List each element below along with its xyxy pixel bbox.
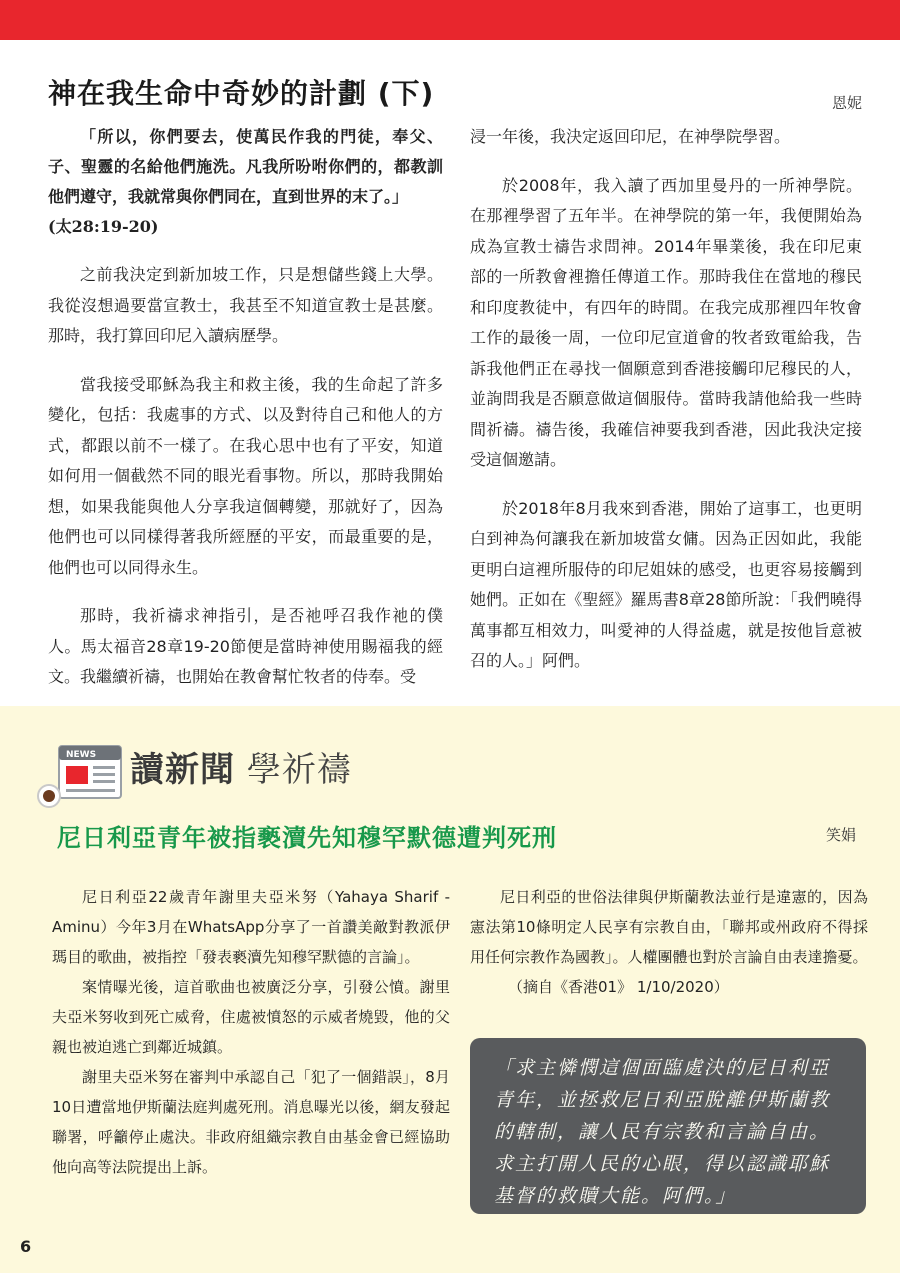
article-paragraph: 那時，我祈禱求神指引，是否祂呼召我作祂的僕人。馬太福音28章19-20節便是當時神使用賜福我的經文。我繼續祈禱，也開始在教會幫忙牧者的侍奉。受	[48, 606, 443, 686]
newspaper-icon	[37, 744, 125, 810]
article-paragraph: 於2018年8月我來到香港，開始了這事工，也更明白到神為何讓我在新加坡當女傭。因為正因如此，我能更明白這裡所服侍的印尼姐妹的感受，也更容易接觸到她們。正如在《聖經》羅馬書8章28節所說：「我們曉得萬事都互相效力，叫愛神的人得益處，就是按他旨意被召的人。」阿們。	[470, 498, 862, 670]
article-title: 神在我生命中奇妙的計劃 (下)	[48, 77, 435, 110]
news-column-left	[52, 882, 450, 1182]
news-paragraph: 尼日利亞22歲青年謝里夫亞米努（Yahaya Sharif - Aminu）今年3月在WhatsApp分享了一首讚美敵對教派伊瑪目的歌曲，被指控「發表褻瀆先知穆罕默德的言論」。	[52, 888, 450, 966]
news-heading-rest: 學祈禱	[246, 750, 352, 790]
news-paragraph: 案情曝光後，這首歌曲也被廣泛分享，引發公憤。謝里夫亞米努收到死亡威脅，住處被憤怒的示威者燒毀，他的父親也被迫逃亡到鄰近城鎮。	[52, 978, 450, 1056]
top-red-bar	[0, 0, 900, 40]
article-column-left	[48, 122, 443, 693]
news-paragraph: 尼日利亞的世俗法律與伊斯蘭教法並行是違憲的，因為憲法第10條明定人民享有宗教自由，「聯邦或州政府不得採用任何宗教作為國教」。人權團體也對於言論自由表達擔憂。	[470, 888, 868, 966]
prayer-text: 「求主憐憫這個面臨處決的尼日利亞青年，並拯救尼日利亞脫離伊斯蘭教的轄制，讓人民有宗教和言論自由。求主打開人民的心眼，得以認識耶穌基督的救贖大能。阿們。」	[494, 1057, 831, 1207]
news-column-right	[470, 882, 868, 1002]
news-heading-bold: 讀新聞	[130, 750, 235, 790]
prayer-box	[470, 1038, 866, 1214]
news-section	[0, 706, 900, 1273]
article-author: 恩妮	[832, 94, 863, 112]
news-title: 尼日利亞青年被指褻瀆先知穆罕默德遭判死刑	[57, 824, 557, 852]
scripture-quote: 「所以，你們要去，使萬民作我的門徒，奉父、子、聖靈的名給他們施洗。凡我所吩咐你們的，都教訓他們遵守，我就常與你們同在，直到世界的末了。」	[48, 127, 443, 206]
article-paragraph: 之前我決定到新加坡工作，只是想儲些錢上大學。我從沒想過要當宣教士，我甚至不知道宣教士是甚麼。那時，我打算回印尼入讀病歷學。	[48, 265, 443, 345]
news-paragraph: 謝里夫亞米努在審判中承認自己「犯了一個錯誤」，8月10日遭當地伊斯蘭法庭判處死刑。消息曝光以後，網友發起聯署，呼籲停止處決。非政府組織宗教自由基金會已經協助他向高等法院提出上訴。	[52, 1068, 450, 1176]
news-author: 笑娟	[826, 826, 857, 844]
article-paragraph: 浸一年後，我決定返回印尼，在神學院學習。	[470, 127, 791, 146]
article-column-right	[470, 122, 862, 677]
news-icon-label: NEWS	[66, 750, 97, 760]
scripture-reference: (太28:19-20)	[48, 217, 159, 236]
article-paragraph: 於2008年，我入讀了西加里曼丹的一所神學院。在那裡學習了五年半。在神學院的第一年，我便開始為成為宣教士禱告求問神。2014年畢業後，我在印尼東部的一所教會裡擔任傳道工作。那時我住在當地的穆民和印度教徒中，有四年的時間。在我完成那裡四年牧會工作的最後一周，一位印尼宣道會的牧者致電給我，告訴我他們正在尋找一個願意到香港接觸印尼穆民的人，並詢問我是否願意做這個服侍。當時我請他給我一些時間祈禱。禱告後，我確信神要我到香港，因此我決定接受這個邀請。	[470, 175, 862, 469]
news-source: （摘自《香港01》 1/10/2020）	[508, 978, 729, 996]
news-heading	[130, 742, 352, 791]
article-paragraph: 當我接受耶穌為我主和救主後，我的生命起了許多變化，包括：我處事的方式、以及對待自己和他人的方式，都跟以前不一樣了。在我心思中也有了平安，知道如何用一個截然不同的眼光看事物。所以，那時我開始想，如果我能與他人分享我這個轉變，那就好了，因為他們也可以同樣得著我所經歷的平安，而最重要的是，他們也可以同得永生。	[48, 374, 443, 577]
page-number: 6	[20, 1237, 32, 1256]
